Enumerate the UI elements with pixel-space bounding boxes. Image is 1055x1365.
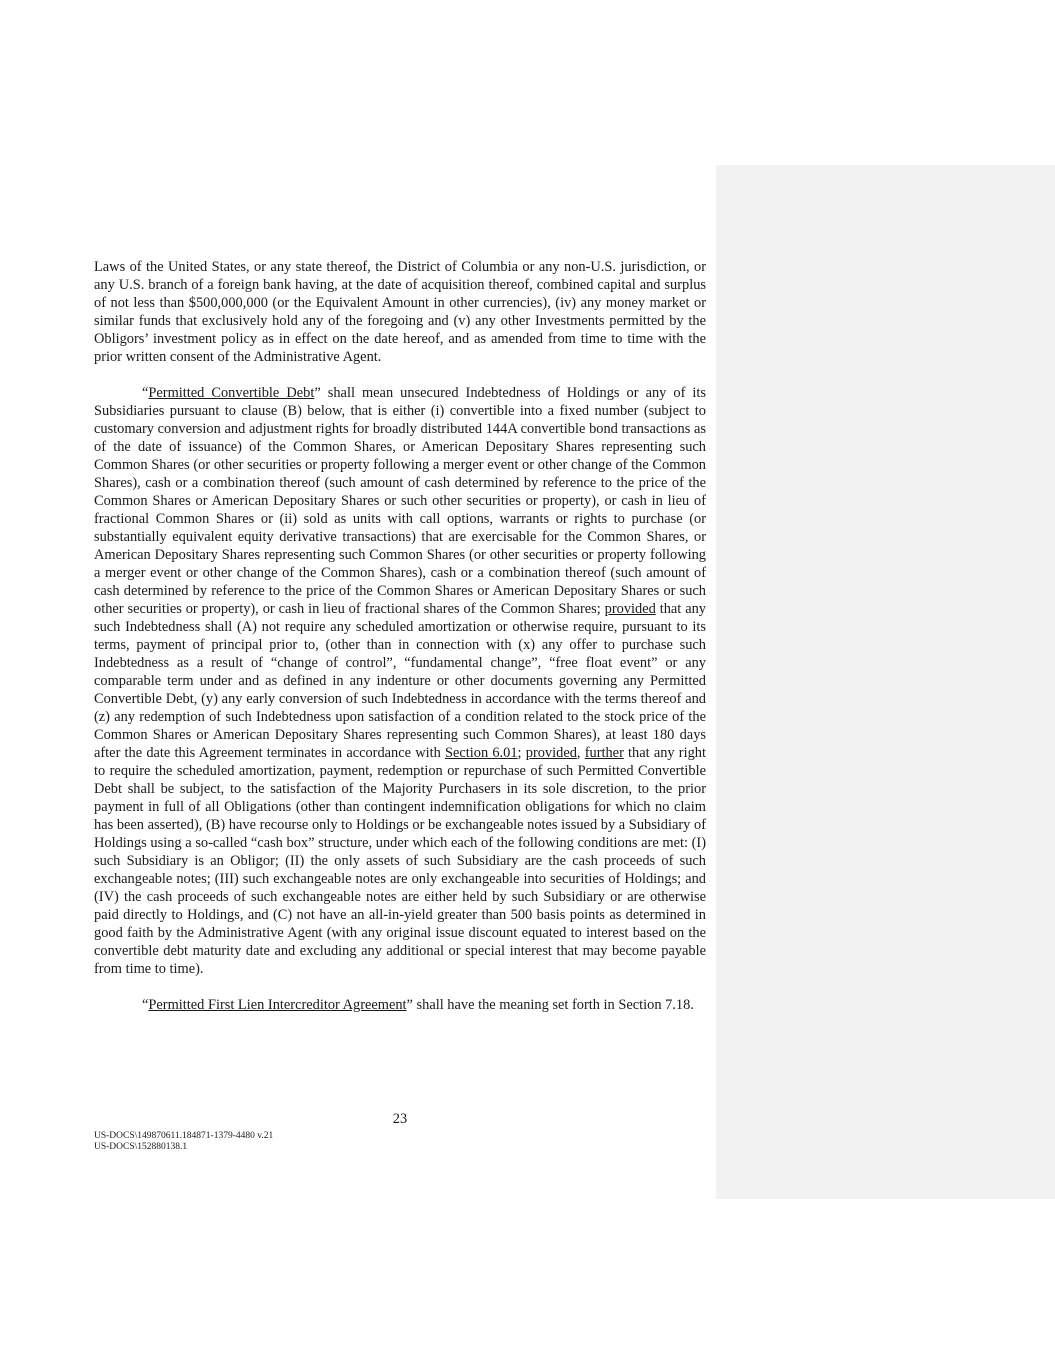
open-quote: “ <box>142 997 149 1013</box>
document-body <box>94 258 706 1032</box>
provided-term: provided <box>604 601 656 617</box>
document-id-1: US-DOCS\149870611.184871-1379-4480 v.21 <box>94 1131 274 1141</box>
section-reference: Section 6.01 <box>445 745 518 761</box>
definition-text: ” shall have the meaning set forth in Section 7.18. <box>406 997 694 1013</box>
defined-term-permitted-first-lien-intercreditor: Permitted First Lien Intercreditor Agreement <box>148 997 407 1013</box>
page-number: 23 <box>392 1111 408 1127</box>
definition-text-b: that any such Indebtedness shall (A) not require any scheduled amortization or otherwise require, pursuant to its terms, payment of principal prior to, (other than in connection with (x) any offer to purchase such Indebtedness as a result of “change of control”, “fundamental change”, “free float event” or any comparable term under and as defined in any indenture or other documents governing any Permitted Convertible Debt, (y) any early conversion of such Indebtedness in accordance with the terms thereof and (z) any redemption of such Indebtedness upon satisfaction of a condition related to the stock price of the Common Shares or American Depositary Shares representing such Common Shares), at least 180 days after the date this Agreement terminates in accordance with <box>94 601 706 761</box>
paragraph-cash-equivalents-continued: Laws of the United States, or any state thereof, the District of Columbia or any non-U.S. jurisdiction, or any U.S. branch of a foreign bank having, at the date of acquisition thereof, combined capital and surplus of not less than $500,000,000 (or the Equivalent Amount in other currencies), (iv) any money market or similar funds that exclusively hold any of the foregoing and (v) any other Investments permitted by the Obligors’ investment policy as in effect on the date hereof, and as amended from time to time with the prior written consent of the Administrative Agent. <box>94 259 706 365</box>
separator: ; <box>517 745 526 761</box>
further-term: further <box>584 745 624 761</box>
definition-text-a: ” shall mean unsecured Indebtedness of Holdings or any of its Subsidiaries pursuant to clause (B) below, that is either (i) convertible into a fixed number (subject to customary conversion and adjustment rights for broadly distributed 144A convertible bond transactions as of the date of issuance) of the Common Shares, or American Depositary Shares representing such Common Shares (or other securities or property following a merger event or other change of the Common Shares), cash or a combination thereof (such amount of cash determined by reference to the price of the Common Shares or American Depositary Shares or such other securities or property), or cash in lieu of fractional Common Shares or (ii) sold as units with call options, warrants or rights to purchase (or substantially equivalent equity derivative transactions) that are exercisable for the Common Shares, or American Depositary Shares representing such Common Shares (or other securities or property following a merger event or other change of the Common Shares), cash or a combination thereof (such amount of cash determined by reference to the price of the Common Shares or American Depositary Shares or such other securities or property), or cash in lieu of fractional shares of the Common Shares; <box>94 385 706 617</box>
separator: , <box>576 745 585 761</box>
open-quote: “ <box>142 385 149 401</box>
paragraph-permitted-convertible-debt <box>94 384 706 978</box>
provided-term: provided <box>525 745 577 761</box>
document-id-2: US-DOCS\152880138.1 <box>94 1142 188 1152</box>
comment-pane <box>716 165 1055 1199</box>
definition-text-c: that any right to require the scheduled amortization, payment, redemption or repurchase of such Permitted Convertible Debt shall be subject, to the satisfaction of the Majority Purchasers in its sole discretion, to the prior payment in full of all Obligations (other than contingent indemnification obligations for which no claim has been asserted), (B) have recourse only to Holdings or be exchangeable notes issued by a Subsidiary of Holdings using a so-called “cash box” structure, under which each of the following conditions are met: (I) such Subsidiary is an Obligor; (II) the only assets of such Subsidiary are the cash proceeds of such exchangeable notes; (III) such exchangeable notes are only exchangeable into securities of Holdings; and (IV) the cash proceeds of such exchangeable notes are either held by such Subsidiary or are otherwise paid directly to Holdings, and (C) not have an all-in-yield greater than 500 basis points as determined in good faith by the Administrative Agent (with any original issue discount equated to interest based on the convertible debt maturity date and excluding any additional or special interest that may become payable from time to time). <box>94 745 706 977</box>
defined-term-permitted-convertible-debt: Permitted Convertible Debt <box>148 385 315 401</box>
paragraph-permitted-first-lien-intercreditor <box>94 996 706 1014</box>
